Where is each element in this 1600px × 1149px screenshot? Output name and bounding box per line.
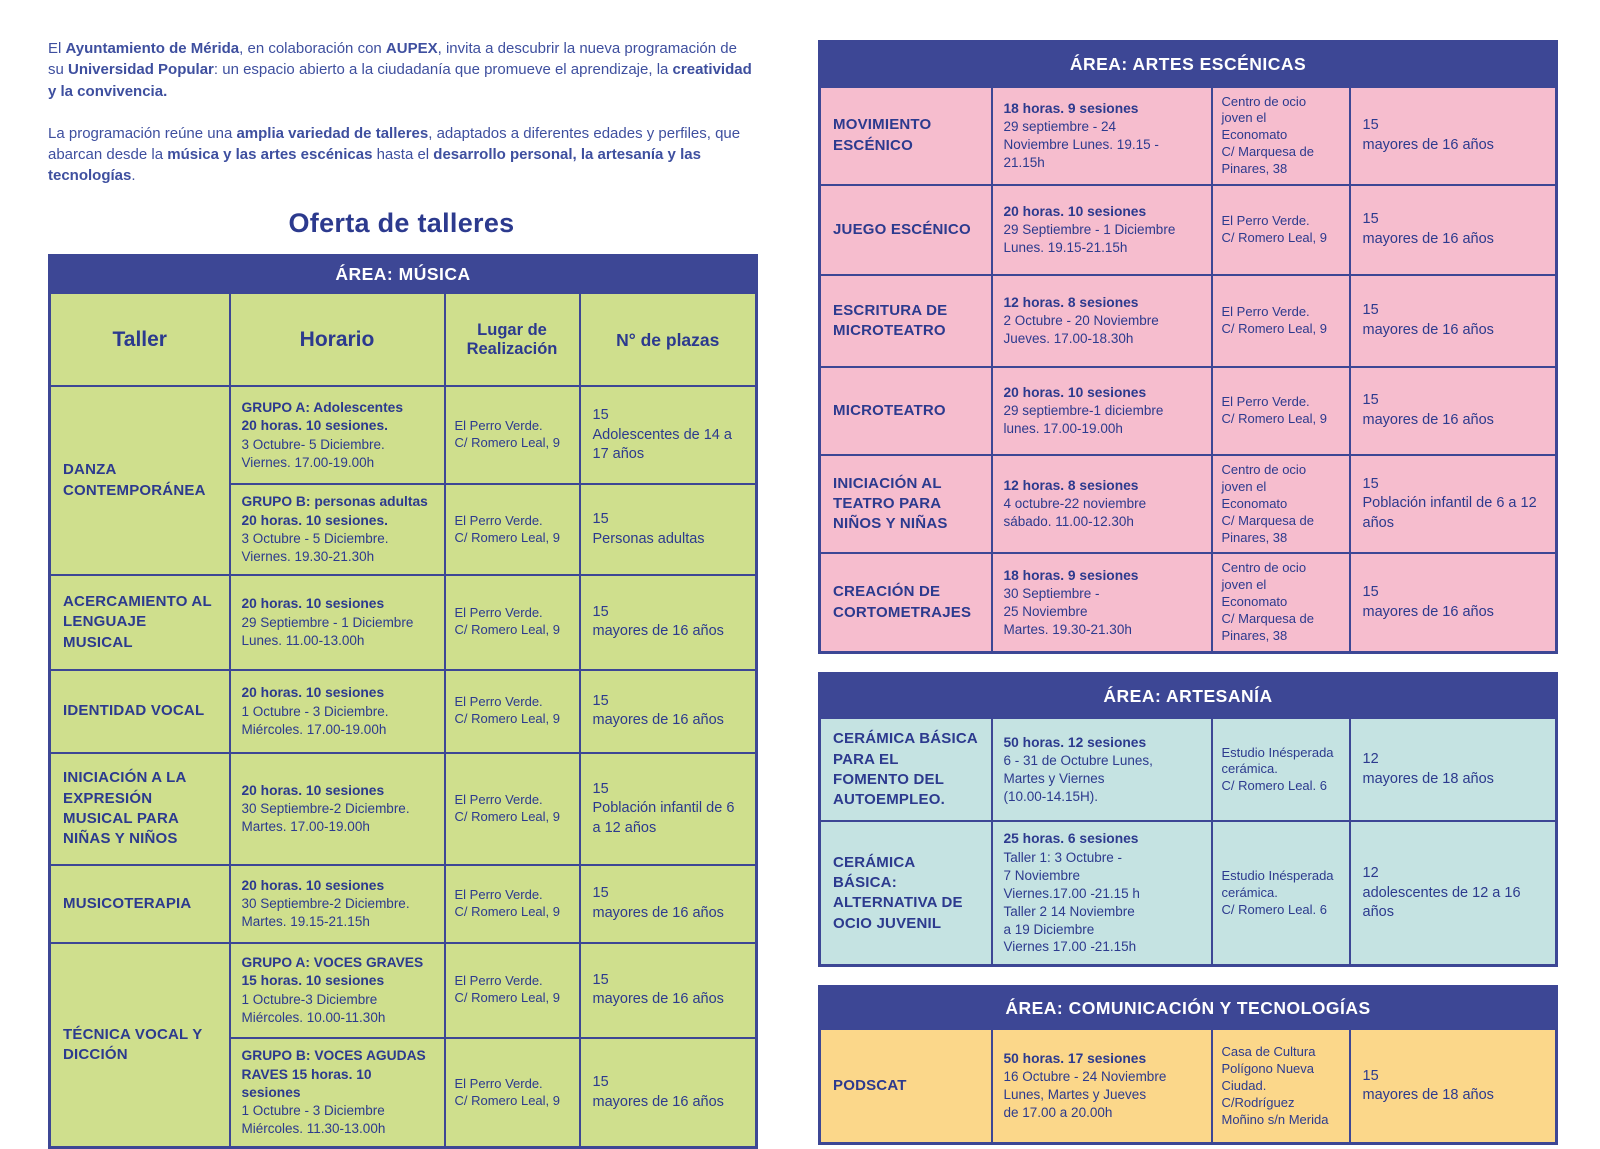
workshop-name: INICIACIÓN A LA EXPRESIÓN MUSICAL PARA NIÑAS Y NIÑOS <box>50 753 230 865</box>
workshop-name: JUEGO ESCÉNICO <box>820 185 992 275</box>
area-band-artes <box>820 42 1557 87</box>
capacity-cell: 15 mayores de 16 años <box>580 575 757 670</box>
capacity-cell: 15 mayores de 16 años <box>1350 367 1557 455</box>
area-header-artes: ÁREA: ARTES ESCÉNICAS <box>820 42 1557 87</box>
area-band-musica <box>50 255 757 293</box>
schedule-cell: 12 horas. 8 sesiones 2 Octubre - 20 Noviembre Jueves. 17.00-18.30h <box>992 275 1212 367</box>
capacity-cell: 15 Población infantil de 6 a 12 años <box>1350 455 1557 553</box>
schedule-cell: 18 horas. 9 sesiones 29 septiembre - 24 Noviembre Lunes. 19.15 - 21.15h <box>992 87 1212 185</box>
workshop-name: TÉCNICA VOCAL Y DICCIÓN <box>50 943 230 1148</box>
table-area-musica <box>48 254 758 1149</box>
column-header-plazas: N° de plazas <box>580 293 757 386</box>
location-cell: El Perro Verde. C/ Romero Leal, 9 <box>445 753 580 865</box>
capacity-cell: 15 Personas adultas <box>580 484 757 575</box>
workshop-name: INICIACIÓN AL TEATRO PARA NIÑOS Y NIÑAS <box>820 455 992 553</box>
location-cell: Casa de Cultura Polígono Nueva Ciudad. C/Rodríguez Moñino s/n Merida <box>1212 1029 1350 1144</box>
row-podscat <box>820 1029 1557 1144</box>
workshop-name: ESCRITURA DE MICROTEATRO <box>820 275 992 367</box>
schedule-cell: 25 horas. 6 sesiones Taller 1: 3 Octubre - 7 Noviembre Viernes.17.00 -21.15 h Taller 2 14 Noviembre a 19 Diciembre Viernes 17.00 -21.15h <box>992 821 1212 966</box>
column-header-horario: Horario <box>230 293 445 386</box>
location-cell: Centro de ocio joven el Economato C/ Marquesa de Pinares, 38 <box>1212 87 1350 185</box>
row-microteatro <box>820 367 1557 455</box>
capacity-cell: 15 mayores de 16 años <box>1350 87 1557 185</box>
capacity-cell: 15 mayores de 18 años <box>1350 1029 1557 1144</box>
page-title: Oferta de talleres <box>288 207 515 238</box>
schedule-cell: 20 horas. 10 sesiones 30 Septiembre-2 Diciembre. Martes. 19.15-21.15h <box>230 865 445 943</box>
schedule-cell: 20 horas. 10 sesiones 29 septiembre-1 diciembre lunes. 17.00-19.00h <box>992 367 1212 455</box>
schedule-cell: 20 horas. 10 sesiones 29 Septiembre - 1 Diciembre Lunes. 19.15-21.15h <box>992 185 1212 275</box>
row-movimiento-escenico <box>820 87 1557 185</box>
schedule-cell: GRUPO B: personas adultas 20 horas. 10 sesiones. 3 Octubre - 5 Diciembre. Viernes. 19.30-21.30h <box>230 484 445 575</box>
location-cell: El Perro Verde. C/ Romero Leal, 9 <box>445 1038 580 1148</box>
location-cell: El Perro Verde. C/ Romero Leal, 9 <box>445 670 580 753</box>
location-cell: Estudio Inésperada cerámica. C/ Romero Leal. 6 <box>1212 821 1350 966</box>
location-cell: El Perro Verde. C/ Romero Leal, 9 <box>445 386 580 484</box>
schedule-cell: 20 horas. 10 sesiones 1 Octubre - 3 Diciembre. Miércoles. 17.00-19.00h <box>230 670 445 753</box>
row-iniciacion-teatro <box>820 455 1557 553</box>
location-cell: El Perro Verde. C/ Romero Leal, 9 <box>1212 275 1350 367</box>
workshop-name: CERÁMICA BÁSICA: ALTERNATIVA DE OCIO JUVENIL <box>820 821 992 966</box>
capacity-cell: 15 mayores de 16 años <box>580 865 757 943</box>
capacity-cell: 12 adolescentes de 12 a 16 años <box>1350 821 1557 966</box>
area-header-artesania: ÁREA: ARTESANÍA <box>820 673 1557 718</box>
column-header-row <box>50 293 757 386</box>
area-band-artesania <box>820 673 1557 718</box>
location-cell: El Perro Verde. C/ Romero Leal, 9 <box>445 575 580 670</box>
row-ceramica-ocio <box>820 821 1557 966</box>
capacity-cell: 15 mayores de 16 años <box>580 1038 757 1148</box>
location-cell: Estudio Inésperada cerámica. C/ Romero Leal. 6 <box>1212 718 1350 821</box>
row-musicoterapia <box>50 865 757 943</box>
column-header-taller: Taller <box>50 293 230 386</box>
location-cell: Centro de ocio joven el Economato C/ Marquesa de Pinares, 38 <box>1212 455 1350 553</box>
location-cell: El Perro Verde. C/ Romero Leal, 9 <box>1212 367 1350 455</box>
row-iniciacion-expresion <box>50 753 757 865</box>
column-header-lugar: Lugar de Realización <box>445 293 580 386</box>
intro-paragraph-1: El Ayuntamiento de Mérida, en colaboración con AUPEX, invita a descubrir la nueva programación de su Universidad Popular: un espacio abierto a la ciudadanía que promueve el aprendizaje, la creatividad y la convivencia. <box>48 40 752 100</box>
capacity-cell: 15 mayores de 16 años <box>1350 553 1557 652</box>
row-tecnica-grupo-a <box>50 943 757 1038</box>
row-juego-escenico <box>820 185 1557 275</box>
left-column <box>48 38 755 1149</box>
table-area-tecnologias <box>818 985 1558 1145</box>
workshop-name: ACERCAMIENTO AL LENGUAJE MUSICAL <box>50 575 230 670</box>
row-danza-grupo-a <box>50 386 757 484</box>
schedule-cell: 12 horas. 8 sesiones 4 octubre-22 noviembre sábado. 11.00-12.30h <box>992 455 1212 553</box>
right-column <box>818 40 1555 1145</box>
capacity-cell: 15 Población infantil de 6 a 12 años <box>580 753 757 865</box>
location-cell: Centro de ocio joven el Economato C/ Marquesa de Pinares, 38 <box>1212 553 1350 652</box>
capacity-cell: 15 mayores de 16 años <box>1350 275 1557 367</box>
area-header-musica: ÁREA: MÚSICA <box>50 255 757 293</box>
location-cell: El Perro Verde. C/ Romero Leal, 9 <box>445 484 580 575</box>
intro-paragraph-2: La programación reúne una amplia variedad de talleres, adaptados a diferentes edades y perfiles, que abarcan desde la música y las artes escénicas hasta el desarrollo personal, la artesanía y las tecnologías. <box>48 124 741 185</box>
schedule-cell: GRUPO A: Adolescentes 20 horas. 10 sesiones. 3 Octubre- 5 Diciembre. Viernes. 17.00-19.00h <box>230 386 445 484</box>
table-area-artes-escenicas <box>818 40 1558 654</box>
capacity-cell: 15 mayores de 16 años <box>580 670 757 753</box>
schedule-cell: 20 horas. 10 sesiones 29 Septiembre - 1 Diciembre Lunes. 11.00-13.00h <box>230 575 445 670</box>
capacity-cell: 15 Adolescentes de 14 a 17 años <box>580 386 757 484</box>
schedule-cell: 50 horas. 17 sesiones 16 Octubre - 24 Noviembre Lunes, Martes y Jueves de 17.00 a 20.00h <box>992 1029 1212 1144</box>
area-header-tecnologias: ÁREA: COMUNICACIÓN Y TECNOLOGÍAS <box>820 987 1557 1029</box>
workshop-name: IDENTIDAD VOCAL <box>50 670 230 753</box>
schedule-cell: 18 horas. 9 sesiones 30 Septiembre - 25 Noviembre Martes. 19.30-21.30h <box>992 553 1212 652</box>
workshop-name: PODSCAT <box>820 1029 992 1144</box>
workshop-name: MICROTEATRO <box>820 367 992 455</box>
row-identidad-vocal <box>50 670 757 753</box>
schedule-cell: GRUPO B: VOCES AGUDAS RAVES 15 horas. 10 sesiones 1 Octubre - 3 Diciembre Miércoles. 11.30-13.00h <box>230 1038 445 1148</box>
row-creacion-cortometrajes <box>820 553 1557 652</box>
row-ceramica-fomento <box>820 718 1557 821</box>
area-band-tecnologias <box>820 987 1557 1029</box>
schedule-cell: GRUPO A: VOCES GRAVES 15 horas. 10 sesiones 1 Octubre-3 Diciembre Miércoles. 10.00-11.30h <box>230 943 445 1038</box>
schedule-cell: 50 horas. 12 sesiones 6 - 31 de Octubre Lunes, Martes y Viernes (10.00-14.15H). <box>992 718 1212 821</box>
location-cell: El Perro Verde. C/ Romero Leal, 9 <box>445 943 580 1038</box>
capacity-cell: 12 mayores de 18 años <box>1350 718 1557 821</box>
row-acercamiento <box>50 575 757 670</box>
location-cell: El Perro Verde. C/ Romero Leal, 9 <box>1212 185 1350 275</box>
workshop-name: MOVIMIENTO ESCÉNICO <box>820 87 992 185</box>
capacity-cell: 15 mayores de 16 años <box>1350 185 1557 275</box>
row-escritura-microteatro <box>820 275 1557 367</box>
schedule-cell: 20 horas. 10 sesiones 30 Septiembre-2 Diciembre. Martes. 17.00-19.00h <box>230 753 445 865</box>
workshop-name: DANZA CONTEMPORÁNEA <box>50 386 230 575</box>
workshop-name: CREACIÓN DE CORTOMETRAJES <box>820 553 992 652</box>
workshop-name: CERÁMICA BÁSICA PARA EL FOMENTO DEL AUTOEMPLEO. <box>820 718 992 821</box>
table-area-artesania <box>818 672 1558 968</box>
capacity-cell: 15 mayores de 16 años <box>580 943 757 1038</box>
location-cell: El Perro Verde. C/ Romero Leal, 9 <box>445 865 580 943</box>
workshop-name: MUSICOTERAPIA <box>50 865 230 943</box>
